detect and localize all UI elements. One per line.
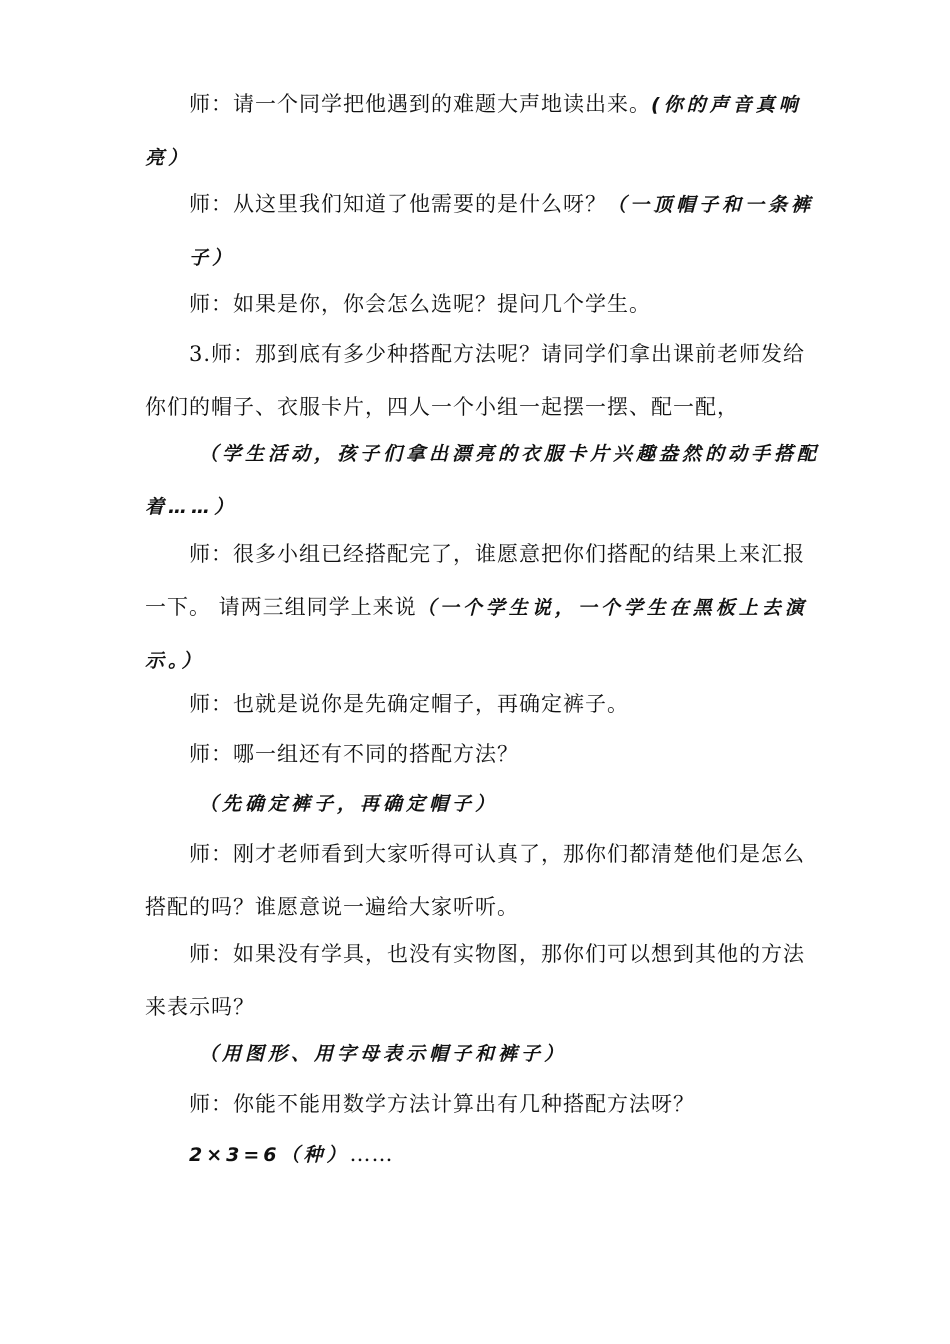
teacher-line: 师：请一个同学把他遇到的难题大声地读出来。 — [189, 92, 651, 116]
annotation: （一顶帽子和一条裤 — [607, 194, 815, 216]
teacher-line: 师：你能不能用数学方法计算出有几种搭配方法呀？ — [189, 1092, 695, 1116]
teacher-line-cont: 搭配的吗？谁愿意说一遍给大家听听。 — [145, 895, 519, 919]
paragraph-13 — [145, 1078, 810, 1131]
teacher-line: 师：如果是你，你会怎么选呢？提问几个学生。 — [189, 292, 651, 316]
annotation-cont: 亮） — [145, 147, 192, 169]
teacher-line: 3.师：那到底有多少种搭配方法呢？请同学们拿出课前老师发给 — [189, 342, 806, 366]
teacher-line-cont: 一下。 请两三组同学上来说 — [145, 595, 417, 619]
paragraph-14 — [145, 1128, 810, 1182]
student-answer: （先确定裤子，再确定帽子） — [199, 793, 499, 815]
teacher-line: 师：哪一组还有不同的搭配方法？ — [189, 742, 519, 766]
teacher-line-cont: 你们的帽子、衣服卡片，四人一个小组一起摆一摆、配一配， — [145, 395, 739, 419]
paragraph-4 — [145, 328, 810, 434]
annotation: （一个学生说，一个学生在黑板上去演 — [416, 597, 808, 619]
teacher-line: 师：很多小组已经搭配完了，谁愿意把你们搭配的结果上来汇报 — [189, 542, 805, 566]
annotation-cont: 子） — [189, 247, 236, 269]
teacher-line: 师：刚才老师看到大家听得可认真了，那你们都清楚他们是怎么 — [189, 842, 805, 866]
paragraph-8 — [145, 728, 810, 781]
paragraph-2 — [145, 178, 815, 285]
student-activity-cont: 着……） — [145, 496, 238, 518]
annotation-cont: 示。） — [145, 650, 205, 672]
paragraph-11 — [145, 928, 810, 1034]
paragraph-5 — [145, 428, 821, 534]
calculation: 2×3=6（种） — [189, 1144, 350, 1166]
paragraph-9 — [145, 778, 810, 831]
teacher-line-cont: 来表示吗？ — [145, 995, 255, 1019]
paragraph-6 — [145, 528, 810, 688]
student-activity: （学生活动，孩子们拿出漂亮的衣服卡片兴趣盎然的动手搭配 — [199, 443, 821, 465]
teacher-line: 师：如果没有学具，也没有实物图，那你们可以想到其他的方法 — [189, 942, 805, 966]
paragraph-7 — [145, 678, 810, 731]
teacher-line: 师：也就是说你是先确定帽子，再确定裤子。 — [189, 692, 629, 716]
ellipsis: …… — [349, 1142, 394, 1166]
paragraph-12 — [145, 1028, 810, 1081]
teacher-line: 师：从这里我们知道了他需要的是什么呀？ — [189, 192, 607, 216]
paragraph-3 — [145, 278, 810, 331]
paragraph-1 — [145, 78, 810, 185]
paragraph-10 — [145, 828, 810, 934]
annotation: (你的声音真响 — [651, 94, 802, 116]
student-answer: （用图形、用字母表示帽子和裤子） — [199, 1043, 568, 1065]
